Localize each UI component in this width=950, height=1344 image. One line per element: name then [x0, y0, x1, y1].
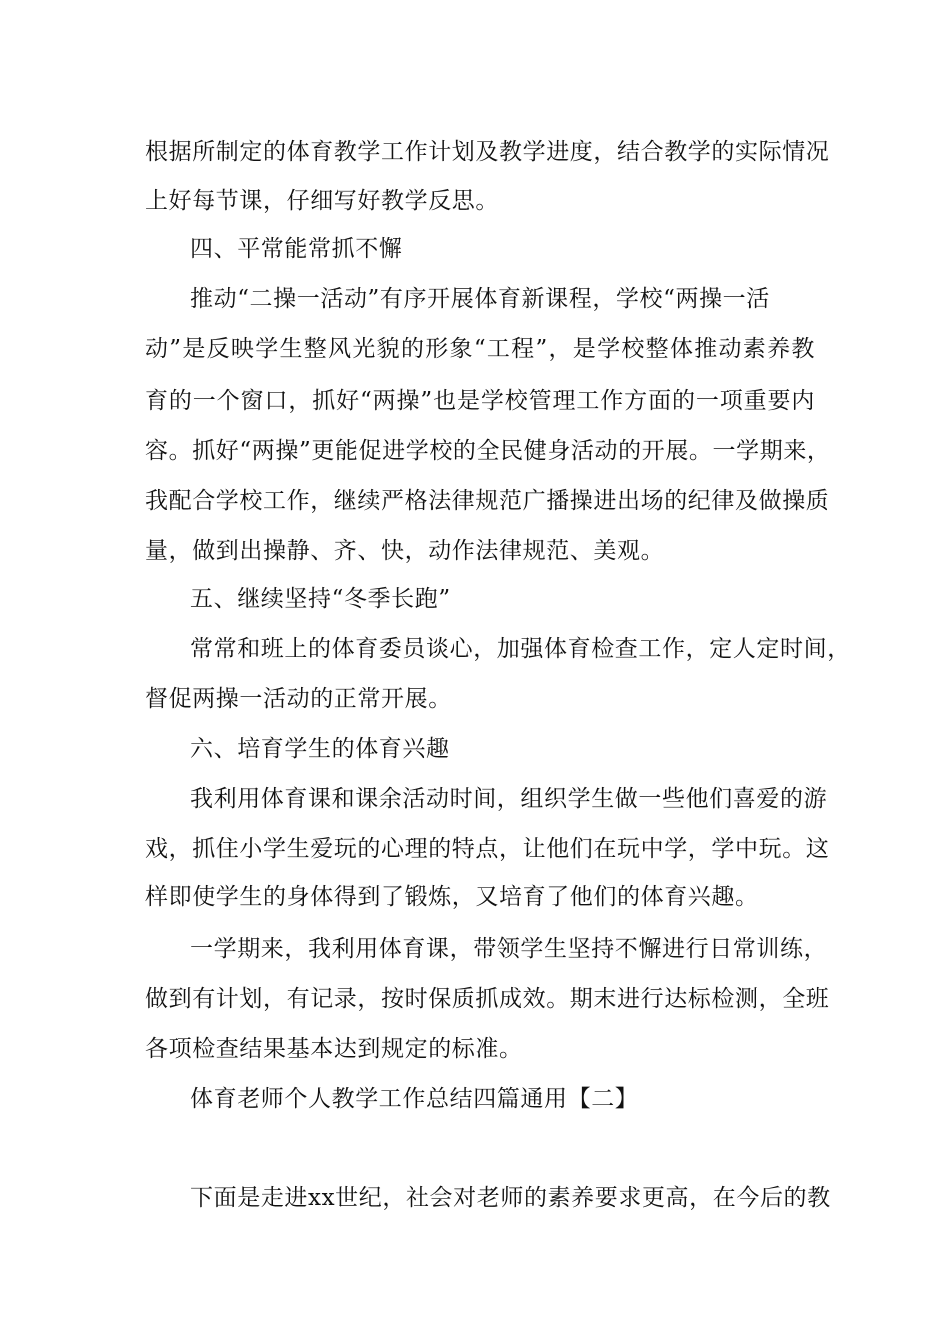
paragraph-line: 动”是反映学生整风光貌的形象“工程”，是学校整体推动素养教: [145, 336, 815, 362]
section-heading-5: 五、继续坚持“冬季长跑”: [190, 586, 451, 612]
section-heading-6: 六、培育学生的体育兴趣: [190, 736, 450, 762]
paragraph-line: 上好每节课，仔细写好教学反思。: [145, 188, 499, 214]
paragraph-line: 量，做到出操静、齐、快，动作法律规范、美观。: [145, 538, 665, 564]
paragraph-line: 常常和班上的体育委员谈心，加强体育检查工作，定人定时间，: [190, 636, 851, 662]
paragraph-line: 育的一个窗口，抓好“两操”也是学校管理工作方面的一项重要内: [145, 388, 815, 414]
paragraph-line: 督促两操一活动的正常开展。: [145, 686, 452, 712]
paragraph-line: 容。抓好“两操”更能促进学校的全民健身活动的开展。一学期来，: [145, 438, 831, 464]
paragraph-line: 根据所制定的体育教学工作计划及教学进度，结合教学的实际情况: [145, 139, 830, 165]
paragraph-line: 推动“二操一活动”有序开展体育新课程，学校“两操一活: [190, 286, 770, 312]
paragraph-line: 做到有计划，有记录，按时保质抓成效。期末进行达标检测，全班: [145, 986, 830, 1012]
paragraph-line: 戏，抓住小学生爱玩的心理的特点，让他们在玩中学，学中玩。这: [145, 836, 830, 862]
paragraph-line: 我配合学校工作，继续严格法律规范广播操进出场的纪律及做操质: [145, 488, 830, 514]
paragraph-line: 我利用体育课和课余活动时间，组织学生做一些他们喜爱的游: [190, 786, 828, 812]
paragraph-line: 各项检查结果基本达到规定的标准。: [145, 1036, 523, 1062]
document-subtitle: 体育老师个人教学工作总结四篇通用【二】: [190, 1086, 639, 1112]
paragraph-line: 一学期来，我利用体育课，带领学生坚持不懈进行日常训练，: [190, 936, 828, 962]
paragraph-line: 样即使学生的身体得到了锻炼，又培育了他们的体育兴趣。: [145, 884, 759, 910]
section-heading-4: 四、平常能常抓不懈: [190, 236, 403, 262]
paragraph-line: 下面是走进xx世纪，社会对老师的素养要求更高，在今后的教: [190, 1185, 831, 1211]
